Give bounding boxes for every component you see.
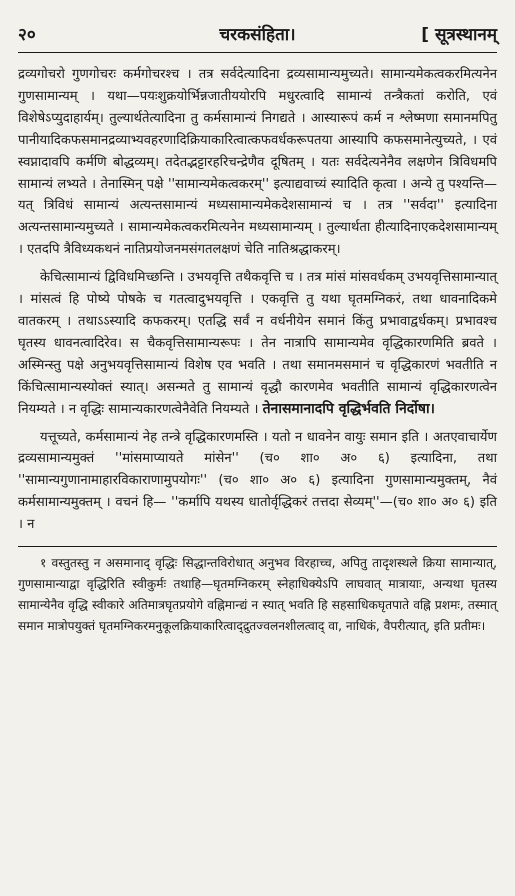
text-run: केचित्सामान्यं द्विविधमिच्छन्ति । उभयवृत्ति तथैकवृत्ति च । तत्र मांसं मांसवर्धकम् उभयवृत्तिसामान्यात् । मांसत्वं हि पोष्ये पोषके च गतत्वादुभयवृत्ति । एकवृत्ति तु यथा घृतमग्निकरं, तथा धावनादिकमे वातकरम् । तथाऽऽस्यादि कफकरम्। एतद्धि सर्वं न वर्धनीयेन समानं किंतु प्रभावाद्वर्धकम्। प्रभावश्च घृतस्य धावनत्वादिरेव। स चैकवृत्तिसामान्यरूपः । तेन नात्रापि सामान्यमेव वृद्धिकारणमिति ब्रवते । अस्मिन्स्तु पक्षे अनुभयवृत्तिसामान्यं विशेष एव भवति । तथा समानमसमानं च वृद्धिकारणं भवतीति न किंचित्सामान्यस्योक्तं स्यात्। असन्मते तु सामान्यं वृद्धौ कारणमेव भवतीति सामान्यं वृद्धिकारणत्वेन नियम्यते । न वृद्धिः सामान्यकारणत्वेनैवेति नियम्यते । bbox=[18, 270, 497, 417]
header-rule bbox=[18, 52, 497, 53]
paragraph bbox=[18, 64, 497, 261]
text-run: यत्तूच्यते, कर्मसामान्यं नेह तन्त्रे वृद्धिकारणमस्ति । यतो न धावनेन वायुः समान इति । अतएवाचार्येण द्रव्यसामान्यमुक्तं ''मांसमाप्यायते मांसेन'' (च० शा० अ० ६) इत्यादिना, तथा ''सामान्यगुणानामाहारविकाराणामुपयोगः'' (च० शा० अ० ६) इत्यादिना गुणसामान्यमुक्तम्, नैवं कर्मसामान्यमुक्तम् । वचनं हि— ''कर्मापि यथस्य धातोर्वृद्धिकरं तत्तदा सेव्यम्''—(च० शा० अ० ६) इति । न bbox=[18, 429, 497, 533]
paragraph bbox=[18, 427, 497, 537]
section-title: [ सूत्रस्थानम् bbox=[421, 25, 497, 45]
paragraph bbox=[18, 267, 497, 420]
book-title: चरकसंहिता। bbox=[219, 25, 296, 45]
main-text bbox=[18, 64, 497, 536]
bold-text: तेनासमानादपि वृद्धिर्भवति निर्दोषा। bbox=[262, 400, 435, 417]
footnote-rule bbox=[18, 546, 497, 547]
page-number: २० bbox=[18, 25, 36, 45]
text-run: द्रव्यगोचरो गुणगोचरः कर्मगोचरश्च । तत्र सर्वदेत्यादिना द्रव्यसामान्यमुच्यते। सामान्यमेकत्वकरमित्यनेन गुणसामान्यम् । यथा—पयःशुक्रयोर्भिन्नजातीययोरपि मधुरत्वादि सामान्यं तन्त्रैकतां करोति, एवं विशेषेऽप्युदाहार्यम्। तुल्यार्थतेत्यादिना तु कर्मसामान्यं निगद्यते । आस्यारूपं कर्म न श्लेष्मणा समानमपितु पानीयादिकफसमानद्रव्याभ्यवहरणादिक्रियाकारित्वात्कफवर्धकरूपतया आस्यापि कफसमानेत्युच्यते, । एवं स्वप्नादावपि कर्मणि बोद्धव्यम्। तदेतद्भट्टारहरिचन्द्रेणैव दूषितम् । यतः सर्वदेत्यनेनैव लक्षणेन त्रिविधमपि सामान्यं लभ्यते । तेनास्मिन् पक्षे ''सामान्यमेकत्वकरम्'' इत्याद्यवाच्यं स्यादिति कृत्वा । अन्ये तु पश्यन्ति—यत् त्रिविधं सामान्यं अत्यन्तसामान्यं मध्यसामान्यमेकदेशसामान्यं च । तत्र ''सर्वदा'' इत्यादिना अत्यन्तसामान्यमुच्यते । सामान्यमेकत्वकरमित्यनेन मध्यसामान्यम् । तुल्यार्थता हीत्यादिनाएकदेशसामान्यम् । एतदपि त्रैविध्यकथनं नातिप्रयोजनमसंगतलक्षणं चेति नातिश्रद्धाकरम्। bbox=[18, 67, 497, 258]
page-header bbox=[18, 22, 497, 48]
footnote: १ वस्तुतस्तु न असमानाद् वृद्धिः सिद्धान्तविरोधात् अनुभव विरहाच्च, अपितु तादृशस्थले क्रिया सामान्यात्, गुणसामान्याद्वा वृद्धिरिति स्वीकुर्मः तथाहि—घृतमग्निकरम् स्नेहाधिक्येऽपि लाघवात् मात्रायाः, अन्यथा घृतस्य सामान्येनैव वृद्धि स्वीकारे अतिमात्रघृतप्रयोगे वह्निमान्द्यं न स्यात् भवति हि सहसाधिकघृतपाते वह्नि प्रशमः, तस्मात् समान मात्रोपयुक्तं घृतमग्निकरमनुकूलक्रियाकारित्वाद्द्रुतज्वलनशीलत्वाद् वा, नाधिकं, वैपरीत्यात्, इति प्रतीमः। bbox=[18, 556, 497, 634]
